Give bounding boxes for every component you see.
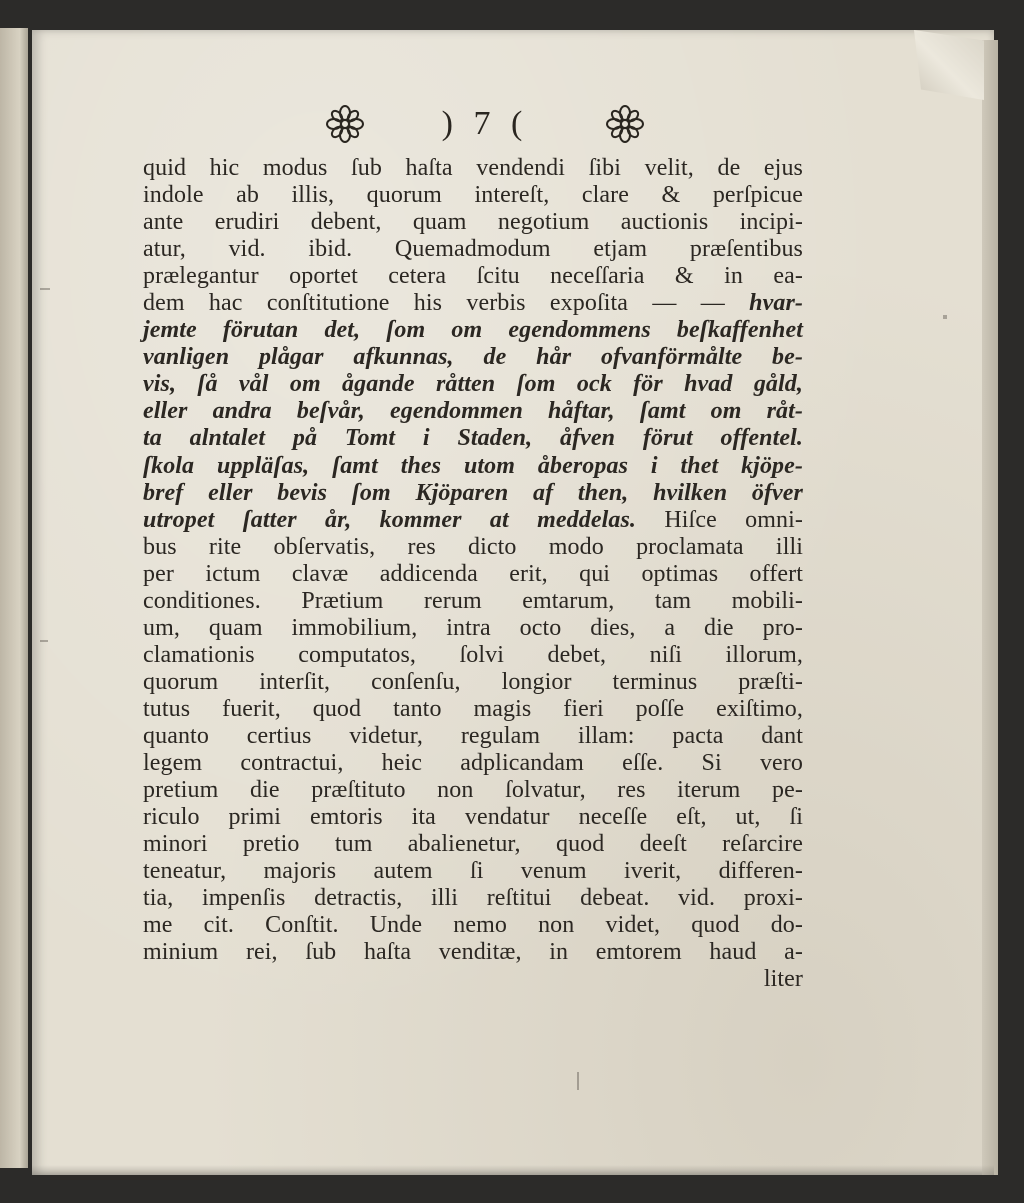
floral-ornament-icon — [325, 104, 365, 144]
text-line: jemte förutan det, ſom om egendommens beſkaffenhet — [143, 317, 803, 344]
text-line: ta alntalet på Tomt i Staden, åfven förut offentel. — [143, 425, 803, 452]
text-line: atur, vid. ibid. Quemadmodum etjam præſentibus — [143, 236, 803, 263]
page-header — [325, 102, 645, 146]
text-line: pretium die præſtituto non ſolvatur, res iterum pe- — [143, 777, 803, 804]
text-line: teneatur, majoris autem ſi venum iverit, differen- — [143, 858, 803, 885]
text-line: bref eller bevis ſom Kjöparen af then, hvilken öfver — [143, 479, 803, 506]
text-line: tutus fuerit, quod tanto magis fieri poſſe exiſtimo, — [143, 695, 803, 722]
text-line: prælegantur oportet cetera ſcitu neceſſaria & in ea- — [143, 263, 803, 290]
text-line: vis, ſå vål om ågande råtten ſom ock för hvad gåld, — [143, 371, 803, 398]
paper-speck — [577, 1072, 579, 1090]
text-line: vanligen plågar afkunnas, de hår ofvanförmålte be- — [143, 344, 803, 371]
text-line: legem contractui, heic adplicandam eſſe. Si vero — [143, 750, 803, 777]
text-line: tia, impenſis detractis, illi reſtitui debeat. vid. proxi- — [143, 885, 803, 912]
text-line: ante erudiri debent, quam negotium auctionis incipi- — [143, 209, 803, 236]
left-page-edge — [0, 28, 28, 1168]
text-line: um, quam immobilium, intra octo dies, a die pro- — [143, 614, 803, 641]
page-number: ) 7 ( — [441, 105, 529, 142]
text-line: quorum interſit, conſenſu, longior terminus præſti- — [143, 668, 803, 695]
text-line: quanto certius videtur, regulam illam: pacta dant — [143, 722, 803, 749]
text-line: utropet ſatter år, kommer at meddelas. Hiſce omni- — [143, 506, 804, 533]
text-line: conditiones. Prætium rerum emtarum, tam mobili- — [143, 587, 803, 614]
text-line: indole ab illis, quorum intereſt, clare & perſpicue — [143, 182, 803, 209]
paper-speck — [943, 315, 947, 319]
floral-ornament-icon — [605, 104, 645, 144]
paper-speck — [40, 640, 48, 642]
text-line: me cit. Conſtit. Unde nemo non videt, quod do- — [143, 912, 803, 939]
text-line: minori pretio tum abalienetur, quod deeſt reſarcire — [143, 831, 803, 858]
text-line: minium rei, ſub haſta venditæ, in emtorem haud a- — [143, 939, 803, 966]
text-line: quid hic modus ſub haſta vendendi ſibi velit, de ejus — [143, 155, 803, 181]
right-page-edge — [982, 40, 998, 1175]
page-corner-fold — [914, 30, 984, 100]
catchword: liter — [763, 966, 803, 993]
body-text — [143, 155, 803, 993]
paper-speck — [40, 288, 50, 290]
page-bottom-shadow — [32, 1165, 994, 1175]
text-line: dem hac conſtitutione his verbis expoſita — — hvar- — [143, 290, 803, 317]
text-line: eller andra beſvår, egendommen håftar, ſamt om råt- — [143, 398, 803, 425]
text-line: riculo primi emtoris ita vendatur neceſſe eſt, ut, ſi — [143, 804, 803, 831]
text-line: bus rite obſervatis, res dicto modo proclamata illi — [143, 533, 803, 560]
text-line: per ictum clavæ addicenda erit, qui optimas offert — [143, 560, 803, 587]
text-line: clamationis computatos, ſolvi debet, niſi illorum, — [143, 641, 803, 668]
text-line: ſkola uppläſas, ſamt thes utom åberopas i thet kjöpe- — [143, 452, 803, 479]
